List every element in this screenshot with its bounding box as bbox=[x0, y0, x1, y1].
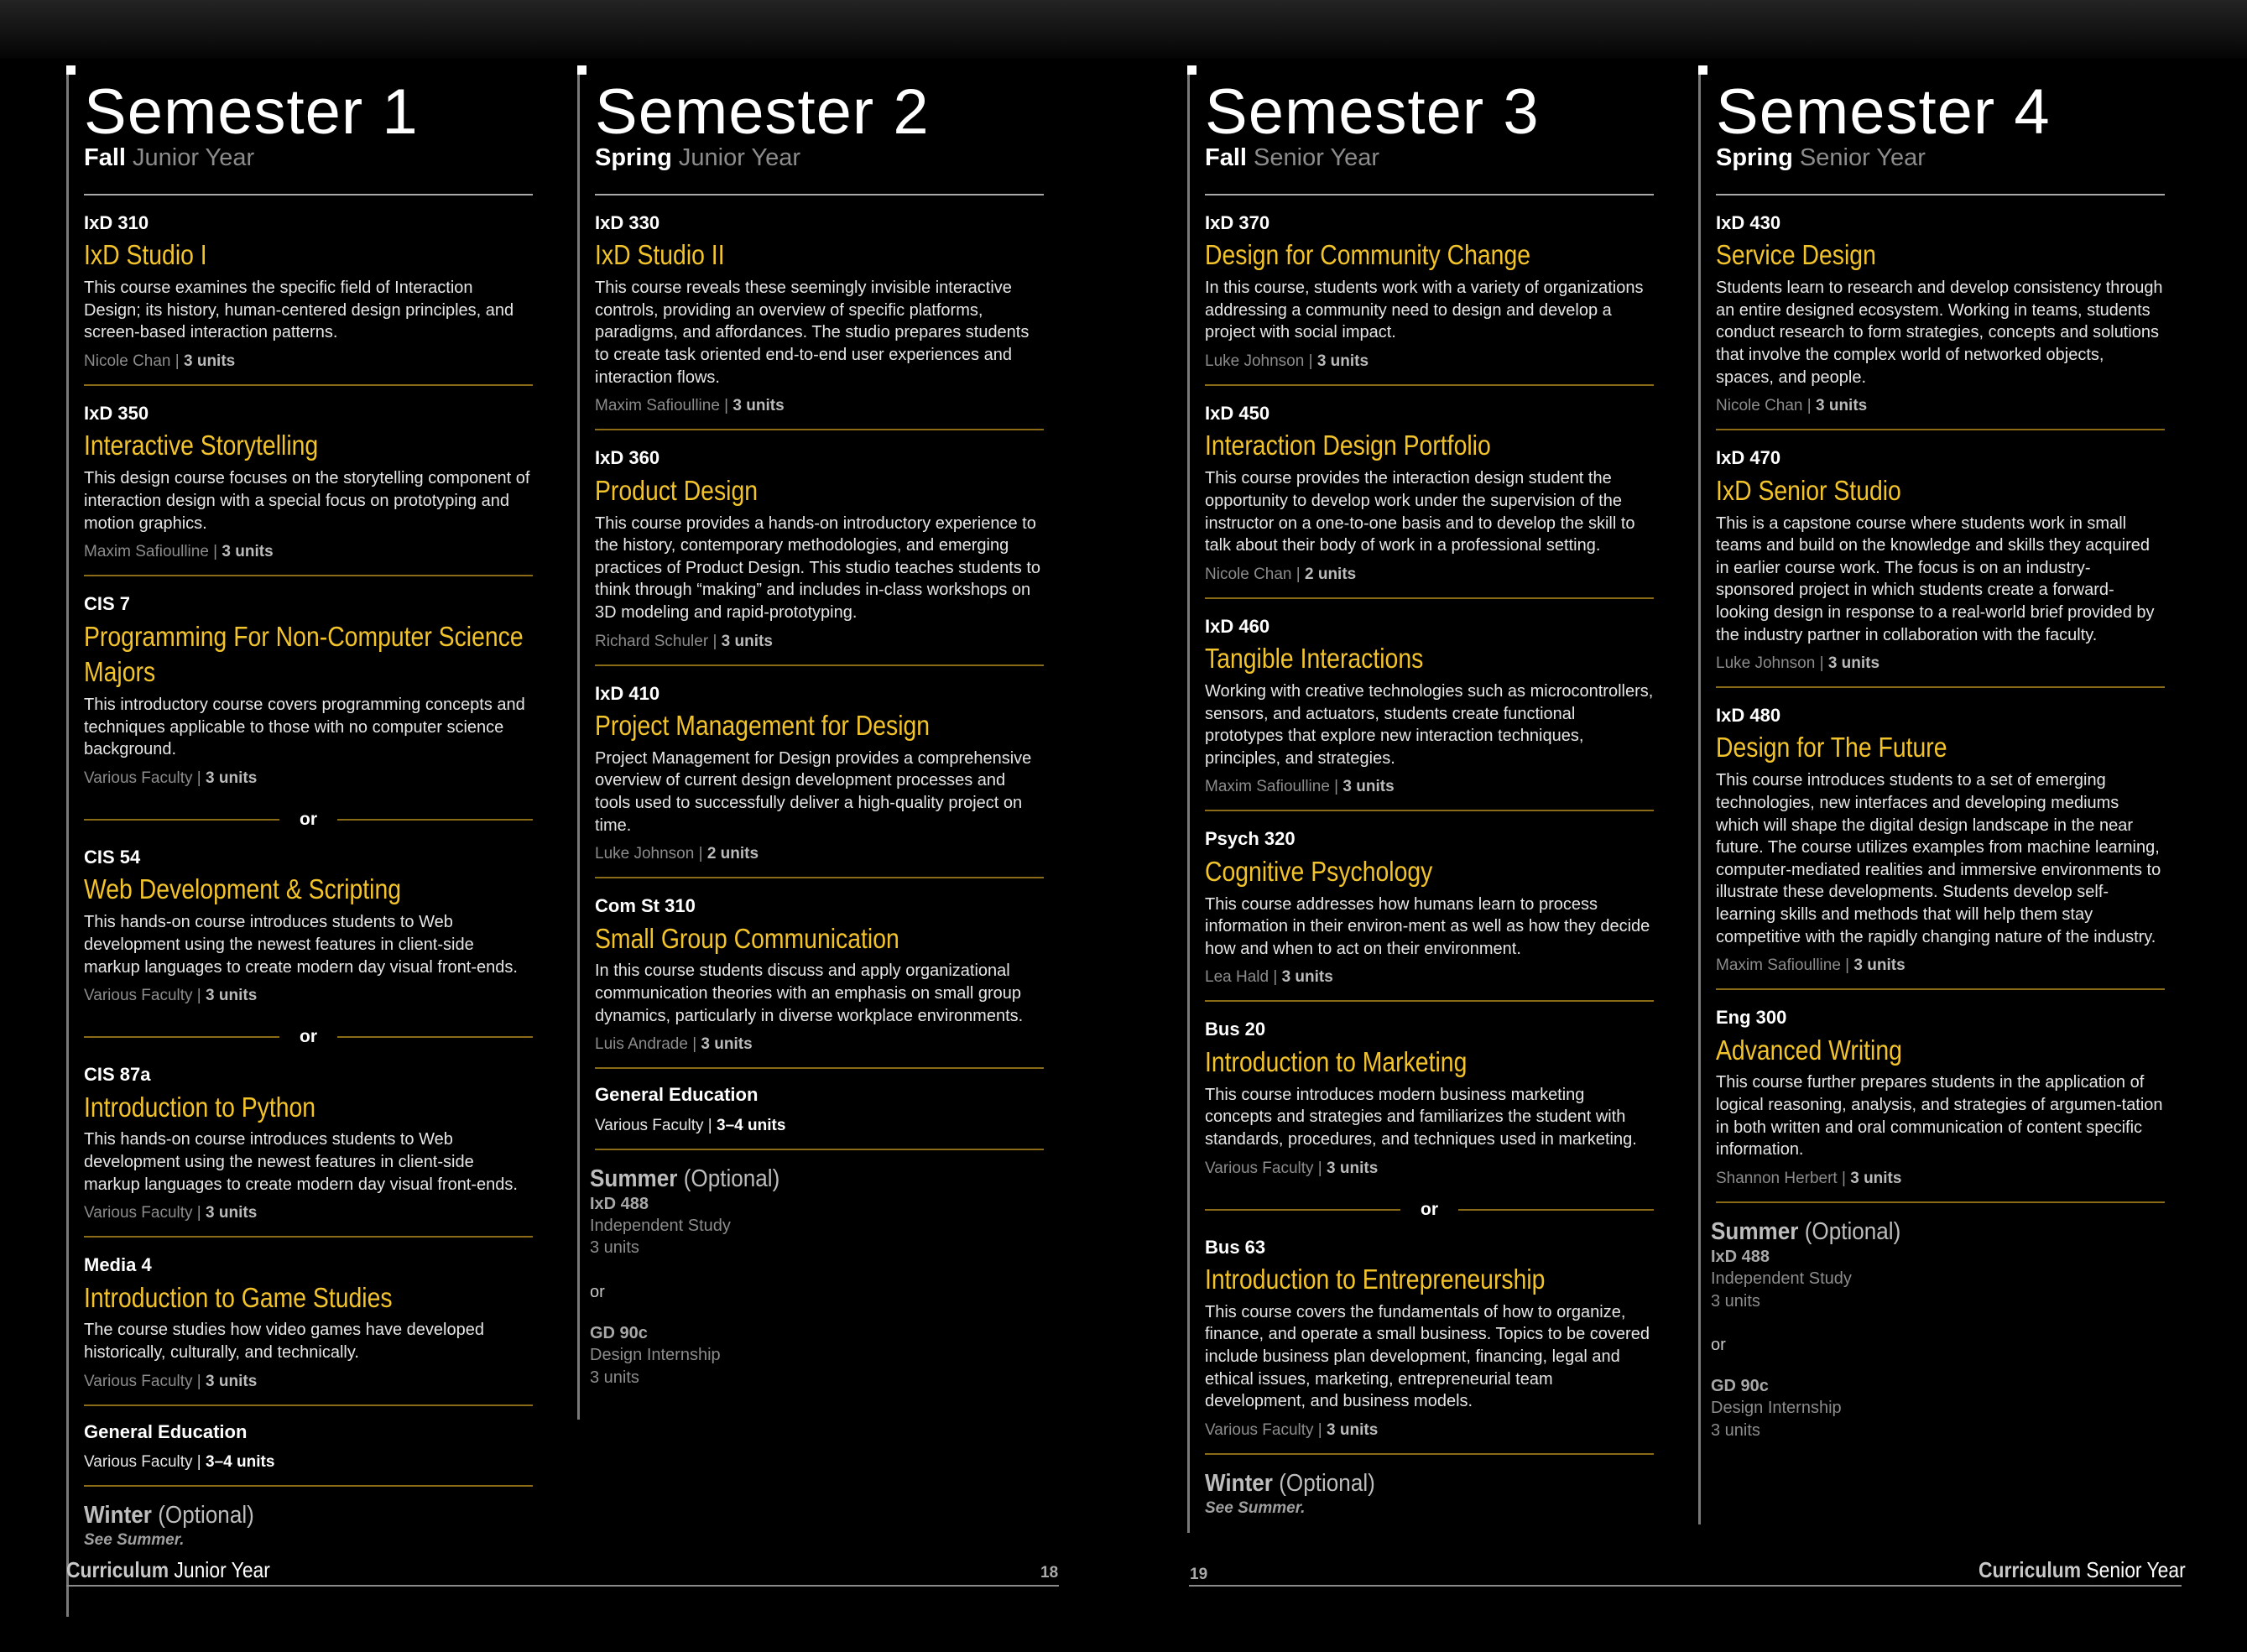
course-faculty: Luke Johnson bbox=[1205, 352, 1305, 371]
or-line-right bbox=[337, 819, 533, 821]
option-name: Independent Study bbox=[1711, 1269, 1852, 1289]
course-title: Interaction Design Portfolio bbox=[1205, 430, 1491, 461]
course-card bbox=[1716, 195, 2165, 430]
course-card bbox=[595, 878, 1044, 1069]
semester-season: Spring bbox=[595, 144, 672, 171]
course-title: Introduction to Python bbox=[84, 1091, 316, 1123]
course-title: Tangible Interactions bbox=[1205, 643, 1424, 675]
semester-year: Senior Year bbox=[1254, 144, 1379, 171]
option-units: 3 units bbox=[1711, 1420, 1760, 1440]
course-faculty: Nicole Chan bbox=[1205, 565, 1292, 583]
course-code: Psych 320 bbox=[1205, 828, 1296, 850]
course-faculty: Various Faculty bbox=[1205, 1420, 1314, 1439]
course-card bbox=[1716, 688, 2165, 990]
course-units: 3 units bbox=[1850, 1169, 1902, 1187]
option-code: IxD 488 bbox=[590, 1194, 649, 1213]
summer-optional bbox=[590, 1150, 1044, 1389]
course-title: IxD Senior Studio bbox=[1716, 474, 1901, 506]
semester-title: Semester 4 bbox=[1716, 76, 2051, 148]
top-banner bbox=[0, 0, 2247, 59]
footer-rule-left bbox=[66, 1585, 1059, 1587]
or-line-left bbox=[1205, 1209, 1400, 1211]
course-faculty: Maxim Safioulline bbox=[1716, 956, 1841, 975]
or-line-left bbox=[84, 819, 279, 821]
course-code: IxD 450 bbox=[1205, 403, 1270, 425]
course-units: 3 units bbox=[1816, 397, 1868, 415]
course-card bbox=[1716, 430, 2165, 688]
optional-note: See Summer. bbox=[1205, 1498, 1306, 1517]
or-divider bbox=[84, 1019, 533, 1047]
course-code: Media 4 bbox=[84, 1254, 152, 1276]
course-description: This introductory course covers programming concepts and techniques applicable to those with no computer science background. bbox=[84, 696, 525, 759]
footer-left bbox=[66, 1559, 298, 1581]
course-card bbox=[84, 195, 533, 386]
course-description: In this course students discuss and apply organizational communication theories with an emphasis on small group dynamics, particularly in diverse workplace environments. bbox=[595, 961, 1024, 1025]
course-card bbox=[84, 830, 533, 1019]
option-units: 3 units bbox=[1711, 1291, 1760, 1311]
course-card bbox=[1205, 195, 1654, 386]
course-faculty: Various Faculty bbox=[84, 1204, 193, 1222]
course-faculty: Richard Schuler bbox=[595, 632, 709, 650]
semester-title: Semester 3 bbox=[1205, 76, 1540, 148]
course-card bbox=[595, 195, 1044, 430]
or-label: or bbox=[300, 1027, 317, 1047]
semester-subtitle bbox=[595, 146, 1044, 170]
optional-term: Winter bbox=[1205, 1469, 1273, 1497]
course-code: IxD 310 bbox=[84, 212, 149, 233]
course-title: Introduction to Entrepreneurship bbox=[1205, 1263, 1546, 1295]
course-code: CIS 87a bbox=[84, 1064, 151, 1086]
course-card bbox=[595, 666, 1044, 879]
course-code: Bus 20 bbox=[1205, 1019, 1266, 1040]
course-meta: Nicole Chan | 3 units bbox=[1716, 397, 1868, 415]
gen-ed-label: General Education bbox=[595, 1084, 759, 1106]
semester-content bbox=[578, 76, 1044, 1389]
summer-or: or bbox=[1711, 1335, 1726, 1354]
gen-ed-units: 3–4 units bbox=[206, 1453, 275, 1472]
course-units: 3 units bbox=[184, 352, 236, 371]
winter-optional bbox=[1205, 1455, 1654, 1518]
course-description: This hands-on course introduces students to Web development using the newest features in client-side markup languages to create modern day visual front-ends. bbox=[84, 913, 518, 977]
course-title: Service Design bbox=[1716, 239, 1876, 271]
semester-subtitle bbox=[84, 146, 533, 170]
course-card bbox=[1205, 599, 1654, 812]
course-units: 3 units bbox=[701, 1035, 753, 1054]
course-title: IxD Studio I bbox=[84, 239, 207, 271]
course-description: This course introduces modern business marketing concepts and strategies and familiarizes the student with standards, procedures, and techniques used in marketing. bbox=[1205, 1085, 1637, 1149]
semester-season: Fall bbox=[84, 144, 126, 171]
course-card bbox=[595, 430, 1044, 665]
course-description: This design course focuses on the storytelling component of interaction design with a special focus on prototyping and motion graphics. bbox=[84, 469, 530, 533]
course-faculty: Luke Johnson bbox=[595, 845, 695, 863]
course-title: Product Design bbox=[595, 474, 759, 506]
semester-column-4 bbox=[1699, 69, 2165, 1441]
or-divider bbox=[1205, 1191, 1654, 1220]
course-units: 3 units bbox=[732, 397, 785, 415]
course-units: 3 units bbox=[1316, 352, 1369, 371]
optional-paren: (Optional) bbox=[683, 1165, 780, 1192]
course-card bbox=[1205, 811, 1654, 1002]
course-faculty: Shannon Herbert bbox=[1716, 1169, 1838, 1187]
course-code: IxD 350 bbox=[84, 403, 149, 425]
course-title: Interactive Storytelling bbox=[84, 430, 319, 461]
or-label: or bbox=[300, 810, 317, 830]
option-units: 3 units bbox=[590, 1368, 639, 1387]
course-description: In this course, students work with a variety of organizations addressing a community need to design and develop a project with social impact. bbox=[1205, 279, 1644, 342]
course-units: 3 units bbox=[206, 769, 258, 788]
course-units: 3 units bbox=[1853, 956, 1906, 975]
course-faculty: Various Faculty bbox=[1205, 1159, 1314, 1177]
optional-paren: (Optional) bbox=[1279, 1469, 1375, 1497]
gen-ed-meta: Various Faculty | 3–4 units bbox=[595, 1116, 786, 1134]
course-code: IxD 470 bbox=[1716, 447, 1781, 469]
course-card bbox=[84, 576, 533, 801]
course-description: Students learn to research and develop consistency through an entire designed ecosystem. Working in teams, students conduct research to form strategies, concepts and solutions that involve the complex world of networked objects, spaces, and people. bbox=[1716, 279, 2163, 387]
course-title: Web Development & Scripting bbox=[84, 873, 402, 905]
or-line-right bbox=[337, 1036, 533, 1038]
course-faculty: Maxim Safioulline bbox=[84, 543, 209, 561]
course-meta: Various Faculty | 3 units bbox=[1205, 1159, 1379, 1177]
option-name: Design Internship bbox=[590, 1346, 721, 1365]
course-title: Project Management for Design bbox=[595, 709, 931, 741]
semester-year: Junior Year bbox=[678, 144, 801, 171]
gen-ed-units: 3–4 units bbox=[717, 1116, 786, 1134]
semester-year: Junior Year bbox=[133, 144, 255, 171]
course-meta: Luke Johnson | 2 units bbox=[595, 845, 759, 863]
course-description: This course further prepares students in the application of logical reasoning, analysis, and strategies of argumen-tation in both written and oral communication of content specific information. bbox=[1716, 1073, 2163, 1160]
course-faculty: Luis Andrade bbox=[595, 1035, 688, 1054]
semester-content bbox=[1188, 76, 1654, 1518]
course-description: This course provides the interaction design student the opportunity to develop work under the supervision of the instructor on a one-to-one basis and to develop the skill to talk about their body of work in a professional setting. bbox=[1205, 469, 1635, 555]
optional-note: See Summer. bbox=[84, 1531, 185, 1550]
option-code: IxD 488 bbox=[1711, 1247, 1770, 1266]
optional-paren: (Optional) bbox=[158, 1502, 254, 1530]
course-meta: Various Faculty | 3 units bbox=[84, 1204, 258, 1222]
semester-column-3 bbox=[1188, 69, 1654, 1518]
course-description: This hands-on course introduces students to Web development using the newest features in client-side markup languages to create modern day visual front-ends. bbox=[84, 1130, 518, 1194]
course-card bbox=[84, 1047, 533, 1238]
course-code: CIS 7 bbox=[84, 593, 131, 615]
course-faculty: Maxim Safioulline bbox=[595, 397, 720, 415]
winter-optional bbox=[84, 1487, 533, 1550]
semester-year: Senior Year bbox=[1799, 144, 1926, 171]
course-faculty: Various Faculty bbox=[84, 769, 193, 788]
course-description: This course examines the specific field of Interaction Design; its history, human-centered design principles, and screen-based interaction patterns. bbox=[84, 279, 514, 342]
page-number-left: 18 bbox=[1040, 1564, 1059, 1582]
semester-subtitle bbox=[1205, 146, 1654, 170]
semester-column-1 bbox=[67, 69, 533, 1550]
summer-optional bbox=[1711, 1203, 2165, 1441]
course-meta: Maxim Safioulline | 3 units bbox=[1716, 956, 1906, 975]
course-meta: Nicole Chan | 2 units bbox=[1205, 565, 1357, 583]
course-title: IxD Studio II bbox=[595, 239, 725, 271]
course-meta: Luke Johnson | 3 units bbox=[1205, 352, 1369, 371]
gen-ed-label: General Education bbox=[84, 1420, 248, 1442]
course-code: IxD 410 bbox=[595, 682, 660, 704]
course-faculty: Nicole Chan bbox=[1716, 397, 1803, 415]
course-faculty: Various Faculty bbox=[84, 987, 193, 1005]
summer-or: or bbox=[590, 1282, 605, 1301]
footer-left-label: Curriculum Junior Year bbox=[66, 1557, 270, 1582]
general-education bbox=[84, 1406, 533, 1487]
course-card bbox=[1205, 1220, 1654, 1455]
course-meta: Lea Hald | 3 units bbox=[1205, 968, 1333, 987]
course-meta: Luke Johnson | 3 units bbox=[1716, 654, 1880, 673]
course-units: 3 units bbox=[206, 1204, 258, 1222]
course-code: IxD 480 bbox=[1716, 705, 1781, 727]
course-description: This course introduces students to a set of emerging technologies, new interfaces and developing mediums which will shape the digital design landscape in the near future. The course utilizes examples from machine learning, computer-mediated realities and immersive environments to illustrate these developments. Students develop self-learning skills and methods that will help them stay competitive with the rapidly changing nature of the industry. bbox=[1716, 771, 2161, 946]
course-code: CIS 54 bbox=[84, 847, 141, 868]
gen-ed-faculty: Various Faculty bbox=[595, 1116, 704, 1134]
course-units: 3 units bbox=[222, 543, 274, 561]
or-line-right bbox=[1458, 1209, 1654, 1211]
option-code: GD 90c bbox=[1711, 1376, 1769, 1395]
course-code: IxD 360 bbox=[595, 447, 660, 469]
course-meta: Maxim Safioulline | 3 units bbox=[84, 543, 274, 561]
course-meta: Luis Andrade | 3 units bbox=[595, 1035, 753, 1054]
course-card bbox=[84, 386, 533, 576]
summer-option-1 bbox=[1711, 1246, 2165, 1312]
gen-ed-faculty: Various Faculty bbox=[84, 1453, 193, 1472]
semester-content bbox=[67, 76, 533, 1550]
optional-term: Summer bbox=[1711, 1217, 1799, 1245]
semester-title: Semester 2 bbox=[595, 76, 930, 148]
course-faculty: Lea Hald bbox=[1205, 968, 1269, 987]
course-meta: Various Faculty | 3 units bbox=[1205, 1420, 1379, 1439]
course-meta: Nicole Chan | 3 units bbox=[84, 352, 236, 371]
course-title: Design for Community Change bbox=[1205, 239, 1531, 271]
optional-term: Summer bbox=[590, 1165, 678, 1192]
semester-season: Fall bbox=[1205, 144, 1247, 171]
course-units: 3 units bbox=[1342, 778, 1395, 796]
summer-option-1 bbox=[590, 1193, 1044, 1259]
course-meta: Various Faculty | 3 units bbox=[84, 769, 258, 788]
course-units: 3 units bbox=[721, 632, 773, 650]
semester-subtitle bbox=[1716, 146, 2165, 170]
course-units: 3 units bbox=[1327, 1159, 1379, 1177]
course-code: Com St 310 bbox=[595, 895, 696, 917]
optional-title bbox=[84, 1502, 488, 1530]
course-units: 2 units bbox=[1305, 565, 1357, 583]
course-title: Advanced Writing bbox=[1716, 1034, 1902, 1066]
summer-option-2 bbox=[1711, 1375, 2165, 1441]
optional-title bbox=[590, 1165, 998, 1193]
course-meta: Various Faculty | 3 units bbox=[84, 987, 258, 1005]
semester-content bbox=[1699, 76, 2165, 1441]
gen-ed-meta: Various Faculty | 3–4 units bbox=[84, 1453, 275, 1472]
course-faculty: Various Faculty bbox=[84, 1372, 193, 1390]
course-card bbox=[1205, 386, 1654, 599]
course-code: IxD 370 bbox=[1205, 212, 1270, 233]
course-units: 3 units bbox=[1281, 968, 1333, 987]
course-title: Cognitive Psychology bbox=[1205, 855, 1433, 887]
or-label: or bbox=[1421, 1199, 1438, 1219]
course-title: Programming For Non-Computer Science Majors bbox=[84, 620, 524, 688]
option-units: 3 units bbox=[590, 1238, 639, 1258]
summer-option-2 bbox=[590, 1322, 1044, 1389]
course-meta: Maxim Safioulline | 3 units bbox=[595, 397, 785, 415]
optional-paren: (Optional) bbox=[1804, 1217, 1901, 1245]
optional-title bbox=[1205, 1470, 1609, 1498]
course-units: 2 units bbox=[706, 845, 759, 863]
course-units: 3 units bbox=[1827, 654, 1880, 673]
course-description: This course reveals these seemingly invisible interactive controls, providing an overview of specific platforms, paradigms, and affordances. The studio prepares students to create task oriented end-to-end user experiences and interaction flows. bbox=[595, 279, 1030, 387]
footer-right bbox=[1979, 1559, 2213, 1581]
course-code: Eng 300 bbox=[1716, 1007, 1787, 1029]
course-code: IxD 430 bbox=[1716, 212, 1781, 233]
course-units: 3 units bbox=[1327, 1420, 1379, 1439]
course-units: 3 units bbox=[206, 987, 258, 1005]
course-meta: Maxim Safioulline | 3 units bbox=[1205, 778, 1395, 796]
or-line-left bbox=[84, 1036, 279, 1038]
page-number-right: 19 bbox=[1190, 1566, 1208, 1583]
course-description: Working with creative technologies such as microcontrollers, sensors, and actuators, students create functional prototypes that explore new interaction techniques, principles, and strategies. bbox=[1205, 682, 1654, 768]
course-faculty: Nicole Chan bbox=[84, 352, 171, 371]
course-description: This course addresses how humans learn to process information in their environ-ment as well as how they decide how and when to act on their environment. bbox=[1205, 894, 1650, 958]
course-description: This course provides a hands-on introductory experience to the history, contemporary methodologies, and emerging practices of Product Design. This studio teaches students to think through “making” and includes in-class workshops on 3D modeling and rapid-prototyping. bbox=[595, 513, 1041, 622]
course-card bbox=[1716, 990, 2165, 1203]
optional-title bbox=[1711, 1218, 2119, 1246]
semester-column-2 bbox=[578, 69, 1044, 1389]
course-description: The course studies how video games have developed historically, culturally, and technically. bbox=[84, 1321, 484, 1363]
course-meta: Richard Schuler | 3 units bbox=[595, 632, 773, 650]
course-title: Small Group Communication bbox=[595, 922, 899, 954]
course-meta: Various Faculty | 3 units bbox=[84, 1372, 258, 1390]
course-code: IxD 460 bbox=[1205, 615, 1270, 637]
course-meta: Shannon Herbert | 3 units bbox=[1716, 1169, 1902, 1187]
semester-title: Semester 1 bbox=[84, 76, 419, 148]
course-title: Design for The Future bbox=[1716, 732, 1947, 763]
course-card bbox=[84, 1238, 533, 1405]
option-name: Design Internship bbox=[1711, 1399, 1842, 1418]
course-title: Introduction to Marketing bbox=[1205, 1045, 1468, 1077]
course-units: 3 units bbox=[206, 1372, 258, 1390]
course-title: Introduction to Game Studies bbox=[84, 1281, 393, 1313]
course-card bbox=[1205, 1002, 1654, 1191]
course-description: This course covers the fundamentals of how to organize, finance, and operate a small business. Topics to be covered include business plan development, financing, legal and ethical issues, marketing, entrepreneurial team development, and business models. bbox=[1205, 1302, 1650, 1411]
course-faculty: Luke Johnson bbox=[1716, 654, 1816, 673]
course-description: This is a capstone course where students work in small teams and build on the knowledge and skills they acquired in earlier course work. The focus is on an industry-sponsored project in which students create a forward-looking design in response to a real-world brief provided by the industry partner in collaboration with the faculty. bbox=[1716, 513, 2155, 644]
option-code: GD 90c bbox=[590, 1323, 648, 1342]
semester-season: Spring bbox=[1716, 144, 1793, 171]
general-education bbox=[595, 1069, 1044, 1149]
or-divider bbox=[84, 801, 533, 830]
footer-rule-right bbox=[1189, 1585, 2182, 1587]
course-faculty: Maxim Safioulline bbox=[1205, 778, 1330, 796]
footer-right-label: Curriculum Senior Year bbox=[1979, 1557, 2186, 1582]
course-code: IxD 330 bbox=[595, 212, 660, 233]
course-description: Project Management for Design provides a comprehensive overview of current design development processes and tools used to successfully deliver a high-quality project on time. bbox=[595, 748, 1032, 835]
optional-term: Winter bbox=[84, 1502, 152, 1530]
course-code: Bus 63 bbox=[1205, 1236, 1266, 1258]
option-name: Independent Study bbox=[590, 1217, 731, 1235]
